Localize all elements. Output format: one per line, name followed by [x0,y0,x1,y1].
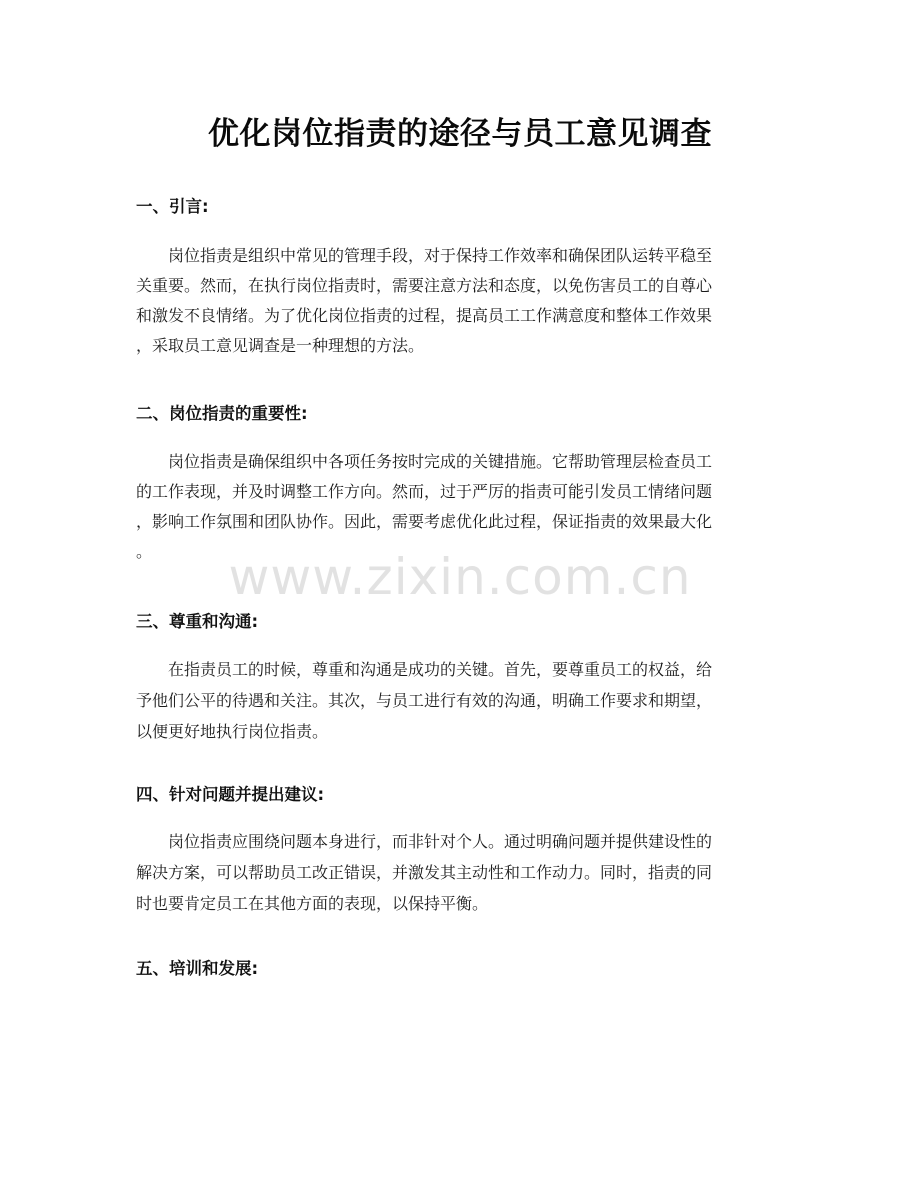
section-heading-importance: 二、岗位指责的重要性: [136,404,308,423]
section-heading-training-development: 五、培训和发展: [136,959,259,978]
paragraph-line: 关重要。然而，在执行岗位指责时，需要注意方法和态度，以免伤害员工的自尊心 [136,276,713,295]
paragraph-line: ，影响工作氛围和团队协作。因此，需要考虑优化此过程，保证指责的效果最大化 [136,512,713,531]
paragraph-line: 和激发不良情绪。为了优化岗位指责的过程，提高员工工作满意度和整体工作效果 [136,306,713,325]
paragraph-line: 以便更好地执行岗位指责。 [136,722,329,741]
document-title: 优化岗位指责的途径与员工意见调查 [208,116,712,152]
watermark: www.zixin.com.cn [228,548,692,606]
section-heading-respect-communication: 三、尊重和沟通: [136,612,259,631]
paragraph-line: 岗位指责是确保组织中各项任务按时完成的关键措施。它帮助管理层检查员工 [168,452,713,471]
paragraph-line: 的工作表现，并及时调整工作方向。然而，过于严厉的指责可能引发员工情绪问题 [136,482,713,501]
paragraph-line: 时也要肯定员工在其他方面的表现，以保持平衡。 [136,894,489,913]
paragraph-line: 予他们公平的待遇和关注。其次，与员工进行有效的沟通，明确工作要求和期望， [136,691,713,710]
paragraph-line: 在指责员工的时候，尊重和沟通是成功的关键。首先，要尊重员工的权益，给 [168,660,713,679]
section-heading-address-problems: 四、针对问题并提出建议: [136,785,325,804]
paragraph-line: 解决方案，可以帮助员工改正错误，并激发其主动性和工作动力。同时，指责的同 [136,863,713,882]
section-heading-introduction: 一、引言: [136,197,209,216]
paragraph-line: 。 [136,542,153,561]
paragraph-line: 岗位指责是组织中常见的管理手段，对于保持工作效率和确保团队运转平稳至 [168,246,713,265]
paragraph-line: 岗位指责应围绕问题本身进行，而非针对个人。通过明确问题并提供建设性的 [168,832,713,851]
paragraph-line: ，采取员工意见调查是一种理想的方法。 [136,336,425,355]
